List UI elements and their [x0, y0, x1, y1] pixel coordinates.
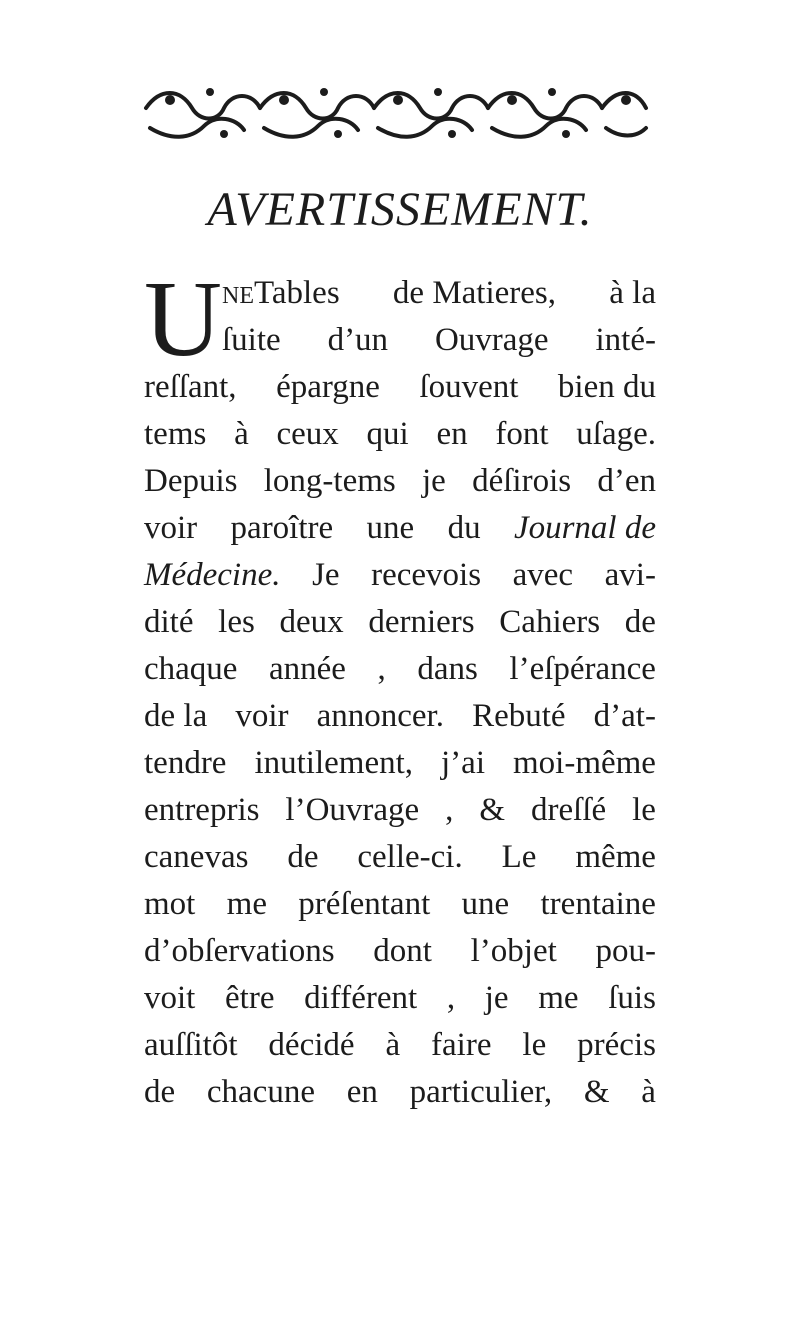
word: d’un — [327, 322, 389, 358]
word: du — [447, 510, 481, 546]
word: ſouvent — [419, 369, 519, 405]
word: Ouvrage — [434, 322, 549, 358]
word: bien du — [557, 369, 656, 405]
word: en — [346, 1074, 378, 1110]
word: derniers — [368, 604, 475, 640]
word: , — [377, 651, 386, 687]
word: j’ai — [441, 745, 485, 781]
text-line — [144, 1022, 656, 1069]
decorative-headpiece-ornament — [140, 78, 652, 148]
word: font — [495, 416, 549, 452]
word: déſirois — [472, 463, 572, 499]
text-line — [144, 646, 656, 693]
word: chacune — [206, 1074, 315, 1110]
word: auſſitôt — [144, 1027, 238, 1063]
word: , — [446, 980, 456, 1016]
word: être — [225, 980, 275, 1016]
word: voit — [144, 980, 196, 1016]
word: je — [484, 980, 509, 1016]
word: dont — [373, 933, 432, 969]
word: décidé — [268, 1027, 355, 1063]
word: trentaine — [540, 886, 656, 922]
word: paroître — [230, 510, 334, 546]
text-line — [144, 834, 656, 881]
word: l’eſpérance — [509, 651, 656, 687]
word: me — [226, 886, 267, 922]
word: Depuis — [144, 463, 238, 499]
word: d’obſervations — [144, 933, 335, 969]
word: de la — [144, 698, 208, 734]
body-text — [144, 260, 656, 1116]
text-line — [144, 975, 656, 1022]
word: Le — [501, 839, 537, 875]
word: annoncer. — [316, 698, 444, 734]
text-line — [144, 693, 656, 740]
word: dreſſé — [531, 792, 607, 828]
word: ſuite — [222, 322, 281, 358]
text-line — [144, 928, 656, 975]
text-line — [144, 505, 656, 552]
word: une — [366, 510, 415, 546]
word: de — [624, 604, 656, 640]
word: l’Ouvrage — [285, 792, 420, 828]
word: de Matieres, — [392, 275, 557, 311]
word: voir — [144, 510, 198, 546]
word: dans — [417, 651, 478, 687]
word: Médecine. — [144, 557, 281, 593]
word: de — [287, 839, 319, 875]
drop-cap: U — [144, 260, 222, 379]
word: reſſant, — [144, 369, 237, 405]
word: dité — [144, 604, 194, 640]
text-line — [144, 787, 656, 834]
text-line — [144, 881, 656, 928]
word: différent — [304, 980, 418, 1016]
text-line — [144, 1069, 656, 1116]
word: en — [436, 416, 468, 452]
word: épargne — [276, 369, 380, 405]
word: préſentant — [298, 886, 431, 922]
word: & — [583, 1074, 610, 1110]
word: à — [234, 416, 249, 452]
word: à — [385, 1027, 401, 1063]
word: précis — [577, 1027, 656, 1063]
small-caps-opening: NE — [222, 283, 254, 309]
word: de — [144, 1074, 176, 1110]
word: l’objet — [470, 933, 557, 969]
word: Je — [312, 557, 340, 593]
word: année — [269, 651, 346, 687]
word: les — [218, 604, 255, 640]
word: tendre — [144, 745, 227, 781]
word: le — [522, 1027, 547, 1063]
word: ceux — [276, 416, 339, 452]
word: Rebuté — [472, 698, 566, 734]
text-line — [144, 740, 656, 787]
word: inutilement, — [254, 745, 414, 781]
word: avi- — [604, 557, 656, 593]
word: deux — [279, 604, 344, 640]
word: moi-même — [513, 745, 656, 781]
word: ſuis — [608, 980, 656, 1016]
word: celle-ci. — [357, 839, 463, 875]
text-line — [144, 411, 656, 458]
word: inté- — [595, 322, 656, 358]
word: tems — [144, 416, 207, 452]
word: pou- — [595, 933, 656, 969]
word: voir — [235, 698, 289, 734]
word: me — [538, 980, 579, 1016]
word: entrepris — [144, 792, 260, 828]
word: , — [445, 792, 454, 828]
text-line — [144, 552, 656, 599]
word: canevas — [144, 839, 249, 875]
word: mot — [144, 886, 196, 922]
word: faire — [431, 1027, 492, 1063]
word: je — [422, 463, 446, 499]
word: & — [479, 792, 506, 828]
word: d’at- — [593, 698, 656, 734]
word: une — [461, 886, 510, 922]
word: à — [641, 1074, 656, 1110]
word: qui — [366, 416, 409, 452]
word: long-tems — [263, 463, 396, 499]
word: avec — [512, 557, 574, 593]
italic-phrase: Journal de — [513, 510, 656, 546]
word: recevois — [371, 557, 482, 593]
word: uſage. — [576, 416, 656, 452]
word: le — [632, 792, 656, 828]
word: d’en — [597, 463, 656, 499]
word: même — [575, 839, 656, 875]
word: à la — [609, 275, 656, 311]
word: Tables — [254, 275, 340, 311]
page-title: AVERTISSEMENT. — [207, 183, 593, 236]
word: particulier, — [409, 1074, 553, 1110]
text-line — [144, 458, 656, 505]
word: chaque — [144, 651, 238, 687]
text-line — [144, 599, 656, 646]
word: Cahiers — [499, 604, 601, 640]
